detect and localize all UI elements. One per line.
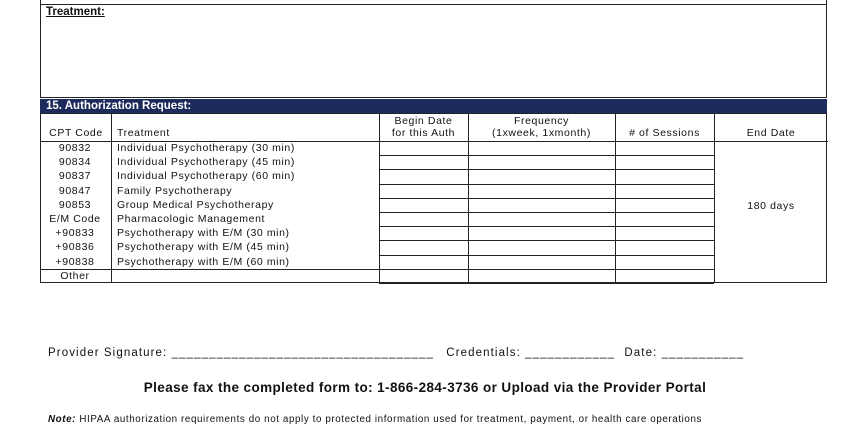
cpt-code-cell: 90832 [58, 142, 92, 154]
col-divider [111, 114, 112, 282]
provider-signature-field[interactable]: Provider Signature: ___________________________________ [48, 347, 434, 359]
cpt-code-cell: 90847 [58, 184, 92, 197]
hipaa-note [48, 414, 702, 425]
treatment-cell: Individual Psychotherapy (30 min) [117, 142, 295, 154]
frequency-input[interactable] [469, 156, 614, 168]
begin-date-input[interactable] [380, 270, 467, 282]
header-cpt-code: CPT Code [49, 127, 103, 139]
frequency-input[interactable] [469, 241, 614, 253]
frequency-input[interactable] [469, 185, 614, 197]
frequency-input[interactable] [469, 213, 614, 225]
header-begin-date-1: Begin Date [394, 115, 453, 127]
cpt-code-cell: +90833 [55, 227, 95, 240]
begin-date-input[interactable] [380, 170, 467, 182]
treatment-label: Treatment: [46, 6, 105, 18]
sessions-input[interactable] [616, 156, 713, 168]
frequency-input[interactable] [469, 199, 614, 211]
treatment-cell: Individual Psychotherapy (60 min) [117, 170, 295, 183]
cpt-code-cell: 90853 [58, 198, 92, 211]
end-date-value: 180 days [747, 200, 795, 212]
sessions-input[interactable] [616, 241, 713, 253]
header-frequency-2: (1xweek, 1xmonth) [492, 127, 591, 139]
cpt-code-cell: Other [60, 269, 90, 282]
treatment-cell: Psychotherapy with E/M (30 min) [117, 227, 290, 240]
begin-date-input[interactable] [380, 241, 467, 253]
signature-line [48, 347, 744, 359]
begin-date-input[interactable] [380, 156, 467, 168]
treatment-cell: Psychotherapy with E/M (45 min) [117, 241, 290, 254]
treatment-cell: Group Medical Psychotherapy [117, 198, 274, 211]
header-divider [714, 141, 828, 142]
note-text: HIPAA authorization requirements do not apply to protected information used for treatment, payment, or health care operations [76, 414, 703, 425]
treatment-box[interactable] [40, 0, 827, 98]
treatment-cell: Psychotherapy with E/M (60 min) [117, 255, 290, 268]
frequency-input[interactable] [469, 142, 614, 154]
cpt-code-cell: E/M Code [49, 213, 101, 225]
treatment-cell: Individual Psychotherapy (45 min) [117, 156, 295, 169]
sessions-input[interactable] [616, 256, 713, 268]
begin-date-input[interactable] [380, 142, 467, 154]
date-field[interactable]: Date: ___________ [624, 347, 745, 359]
frequency-input[interactable] [469, 256, 614, 268]
frequency-input[interactable] [469, 227, 614, 239]
begin-date-input[interactable] [380, 185, 467, 197]
fax-instruction: Please fax the completed form to: 1-866-284-3736 or Upload via the Provider Portal [143, 380, 707, 395]
note-label: Note: [48, 414, 77, 425]
row-divider [379, 283, 714, 284]
frequency-input[interactable] [469, 270, 614, 282]
begin-date-input[interactable] [380, 256, 467, 268]
frequency-input[interactable] [469, 170, 614, 182]
credentials-field[interactable]: Credentials: ____________ [446, 347, 616, 359]
header-begin-date-2: for this Auth [391, 127, 456, 139]
sessions-input[interactable] [616, 185, 713, 197]
cpt-code-cell: 90834 [58, 156, 92, 169]
cpt-code-cell: +90836 [55, 241, 95, 254]
header-treatment: Treatment [117, 127, 170, 139]
sessions-input[interactable] [616, 199, 713, 211]
cpt-code-cell: +90838 [55, 255, 95, 268]
header-sessions: # of Sessions [629, 127, 700, 139]
authorization-table [40, 113, 827, 283]
treatment-cell: Family Psychotherapy [117, 184, 233, 197]
authorization-header: 15. Authorization Request: [40, 99, 827, 113]
header-frequency-1: Frequency [513, 115, 569, 127]
header-end-date: End Date [746, 127, 796, 139]
sessions-input[interactable] [616, 270, 713, 282]
begin-date-input[interactable] [380, 213, 467, 225]
sessions-input[interactable] [616, 227, 713, 239]
cpt-code-cell: 90837 [58, 170, 92, 183]
treatment-cell: Pharmacologic Management [117, 213, 266, 225]
sessions-input[interactable] [616, 213, 713, 225]
sessions-input[interactable] [616, 142, 713, 154]
begin-date-input[interactable] [380, 199, 467, 211]
begin-date-input[interactable] [380, 227, 467, 239]
sessions-input[interactable] [616, 170, 713, 182]
